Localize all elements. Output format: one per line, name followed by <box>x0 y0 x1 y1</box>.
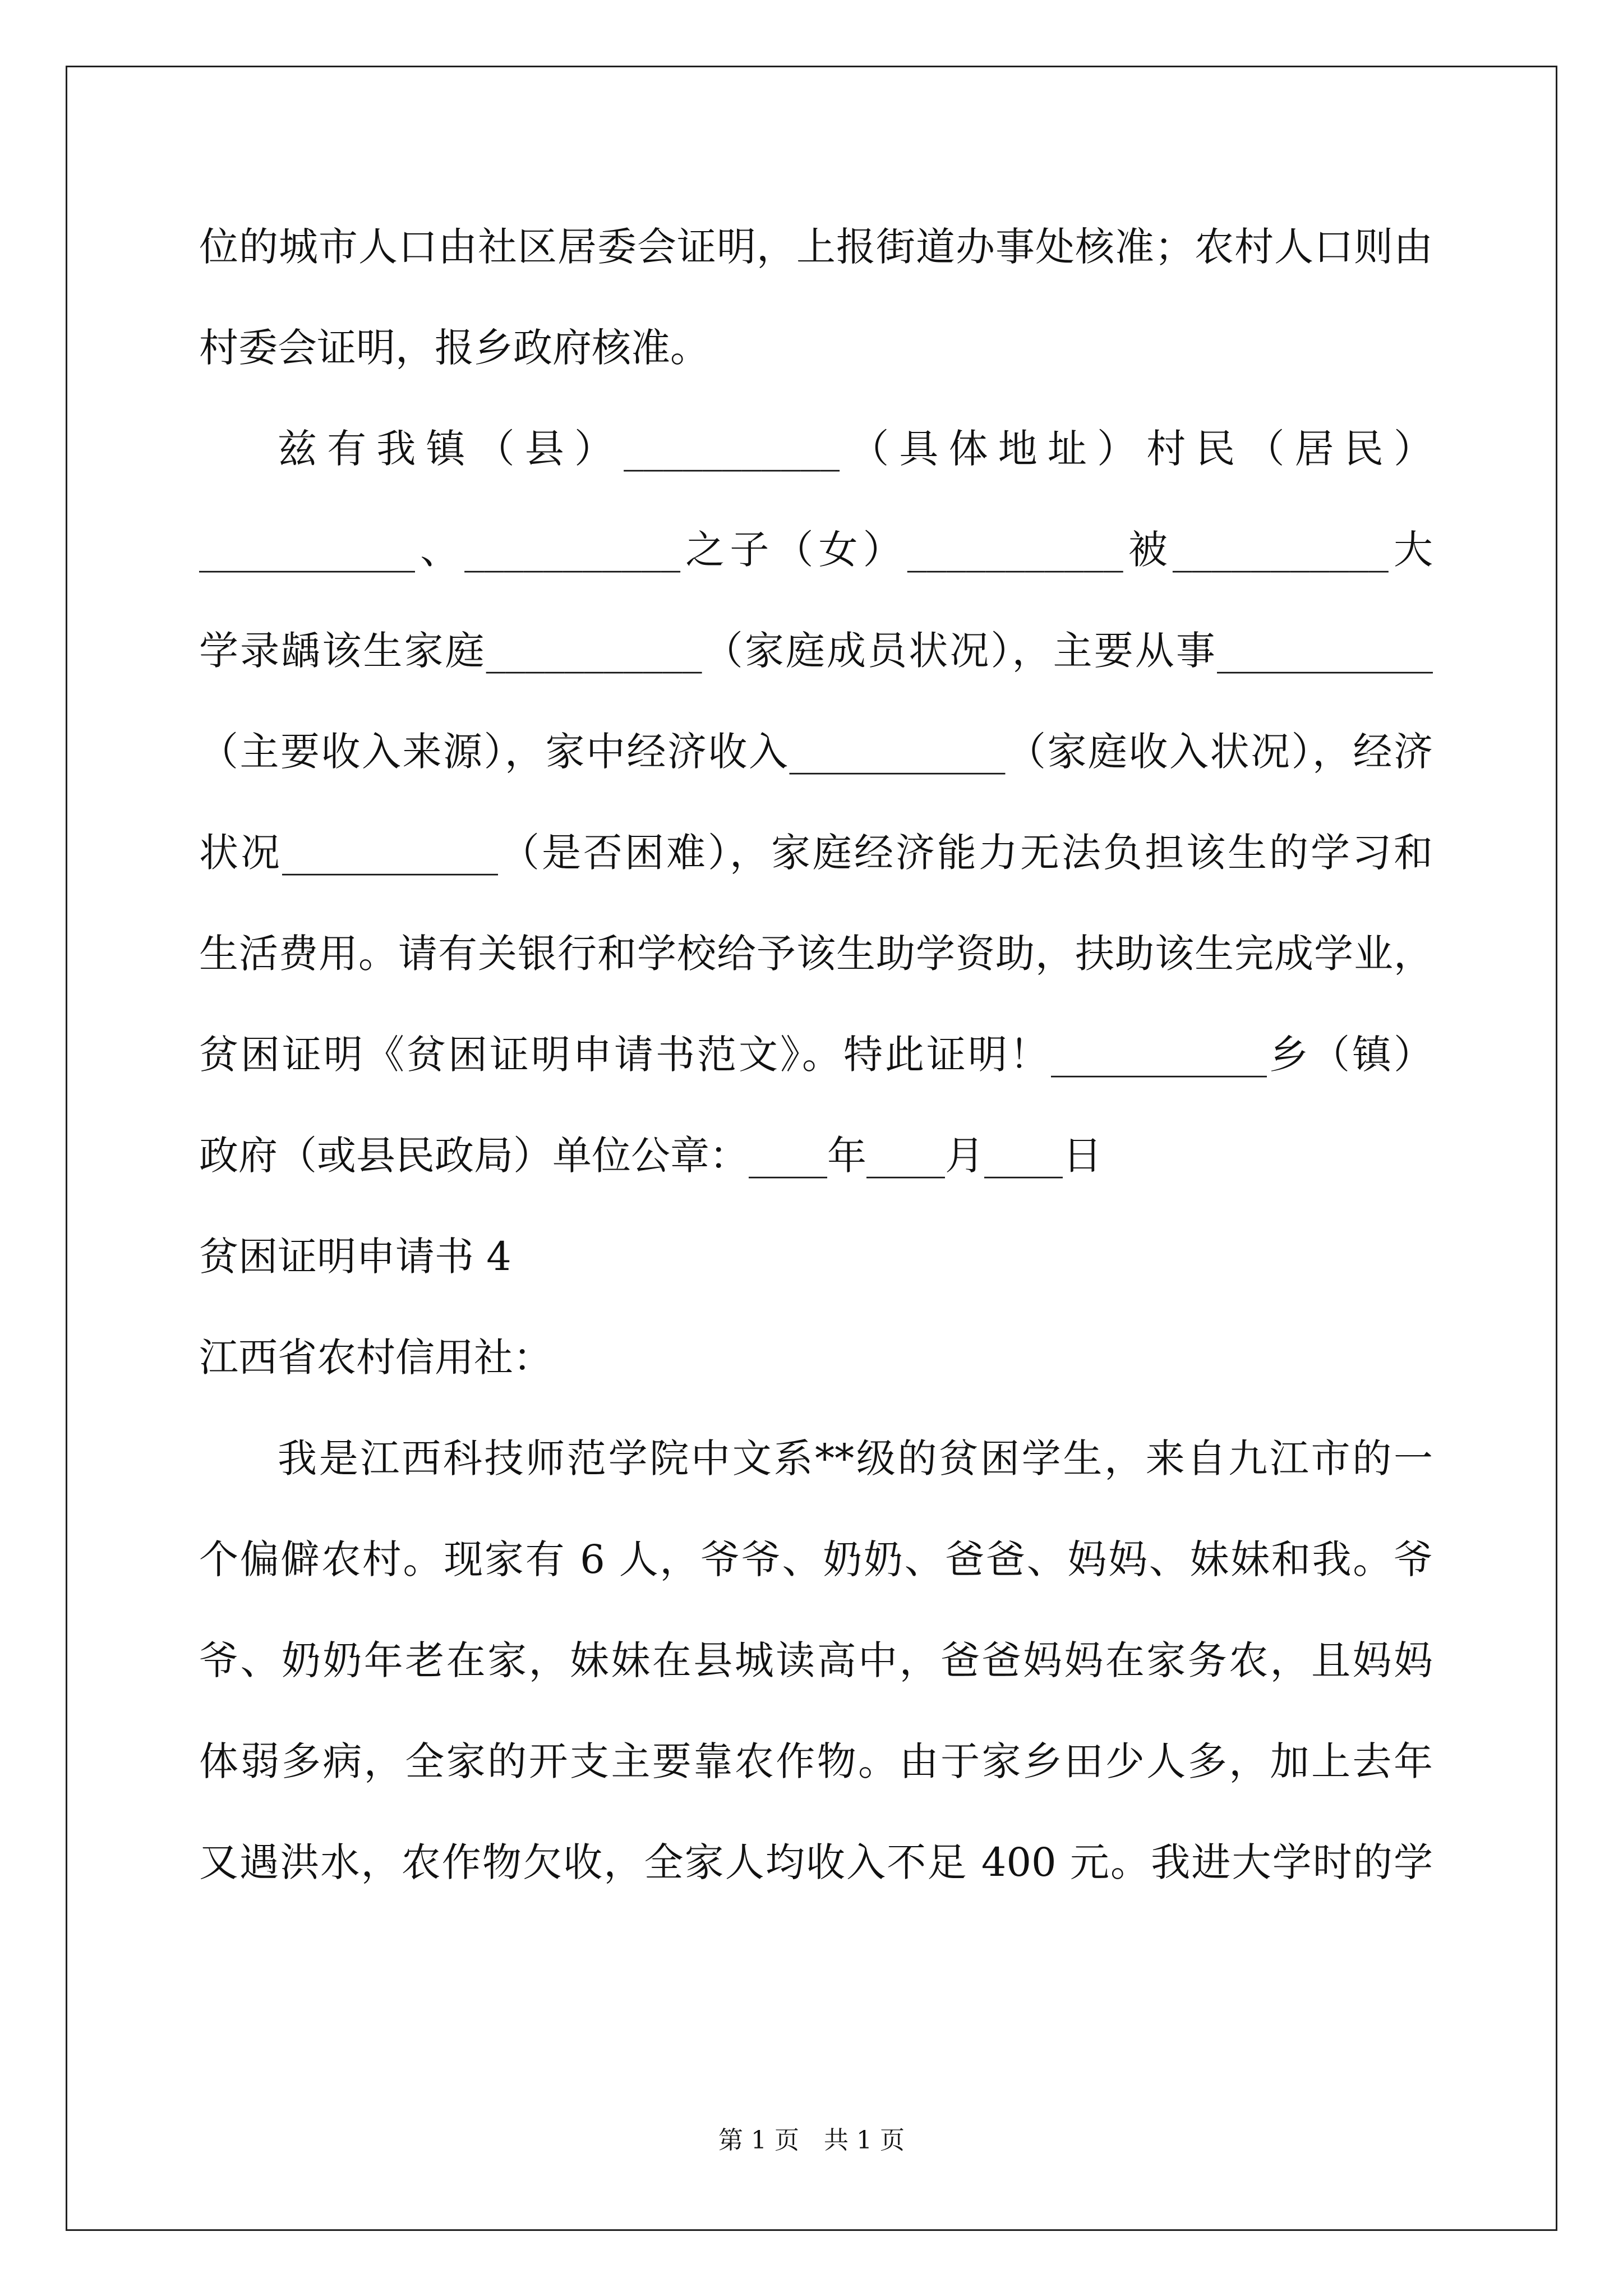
text-line: 村委会证明，报乡政府核准。 <box>199 325 709 371</box>
text-line: 位的城市人口由社区居委会证明，上报街道办事处核准；农村人口则由 <box>199 224 1433 270</box>
text-line: 爷、奶奶年老在家，妹妹在县城读高中，爸爸妈妈在家务农，且妈妈 <box>199 1637 1433 1683</box>
text-line: （主要收入来源），家中经济收入___________（家庭收入状况），经济 <box>199 729 1433 775</box>
text-line: ___________、___________之子（女）___________被___________大 <box>199 527 1433 573</box>
text-line: 生活费用。请有关银行和学校给予该生助学资助，扶助该生完成学业， <box>199 931 1433 977</box>
text-line: 政府（或县民政局）单位公章：____年____月____日 <box>199 1133 1102 1179</box>
text-line: 兹有我镇（县）___________（具体地址）村民（居民） <box>278 426 1433 472</box>
text-line: 个偏僻农村。现家有 6 人，爷爷、奶奶、爸爸、妈妈、妹妹和我。爷 <box>199 1536 1433 1582</box>
page-number: 第 1 页 共 1 页 <box>718 2126 905 2155</box>
text-line: 体弱多病，全家的开支主要靠农作物。由于家乡田少人多，加上去年 <box>199 1738 1433 1784</box>
salutation: 江西省农村信用社： <box>199 1335 552 1381</box>
text-line: 状况___________（是否困难），家庭经济能力无法负担该生的学习和 <box>199 830 1433 876</box>
text-line: 学录龋该生家庭___________（家庭成员状况），主要从事___________ <box>199 628 1433 674</box>
text-line: 我是江西科技师范学院中文系**级的贫困学生，来自九江市的一 <box>278 1435 1433 1481</box>
text-line: 贫困证明《贫困证明申请书范文》。特此证明！___________乡（镇） <box>199 1032 1433 1078</box>
text-line: 又遇洪水，农作物欠收，全家人均收入不足 400 元。我进大学时的学 <box>199 1839 1433 1885</box>
section-heading: 贫困证明申请书 4 <box>199 1234 511 1280</box>
